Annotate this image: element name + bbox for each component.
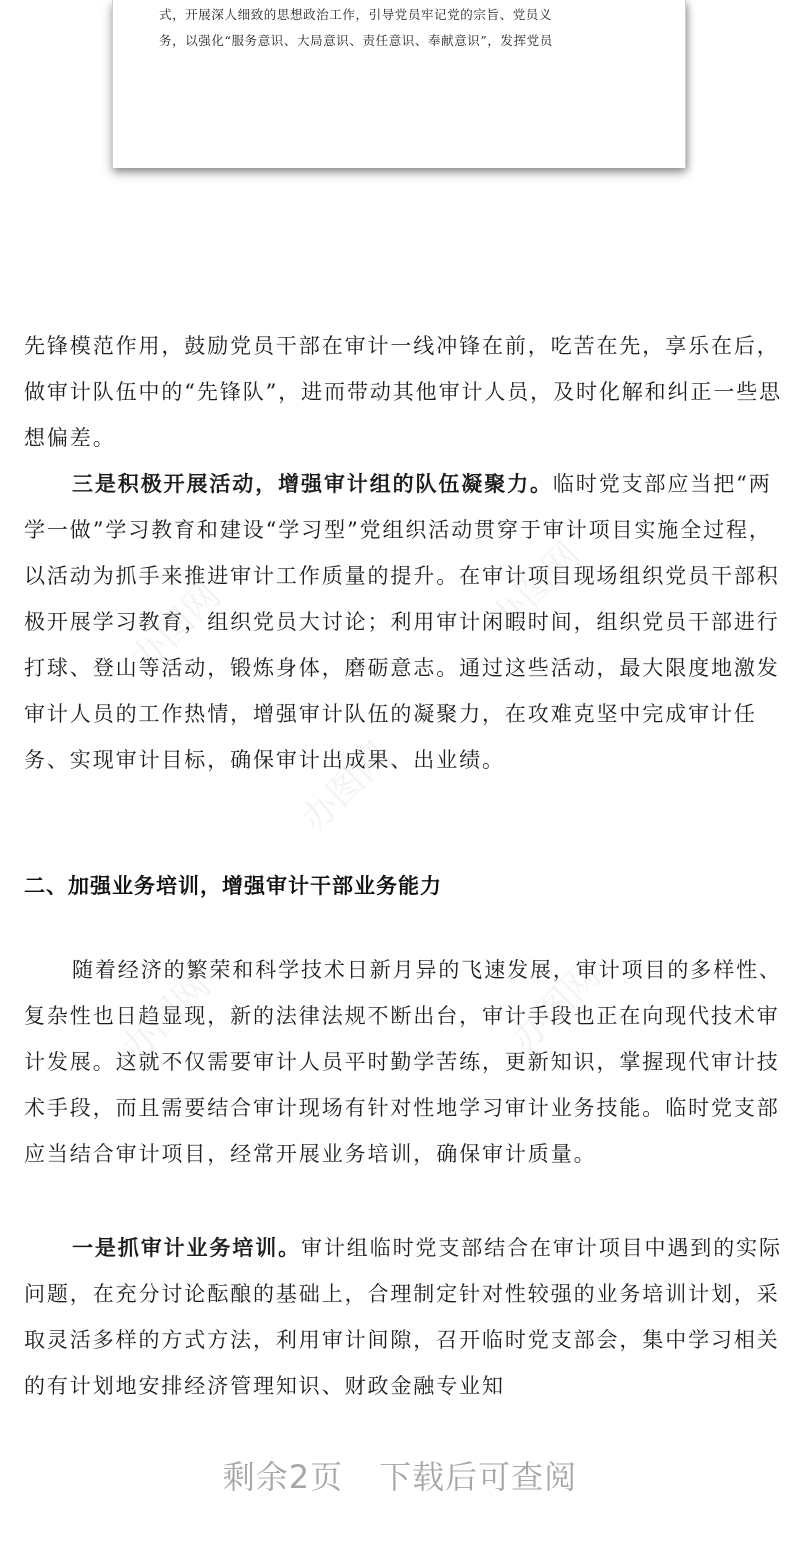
paragraph-body: 临时党支部应当把“两学一做”学习教育和建设“学习型”党组织活动贯穿于审计项目实施全过程，以活动为抓手来推进审计工作质量的提升。在审计项目现场组织党员干部积极开展学习教育，组织党员大讨论；利用审计闲暇时间，组织党员干部进行打球、登山等活动，锻炼身体，磨砺意志。通过这些活动，最大限度地激发审计人员的工作热情，增强审计队伍的凝聚力，在攻难克坚中完成审计任务、实现审计目标，确保审计出成果、出业绩。 — [24, 472, 780, 772]
paragraph-training-intro: 随着经济的繁荣和科学技术日新月异的飞速发展，审计项目的多样性、复杂性也日趋显现，新的法律法规不断出台，审计手段也正在向现代技术审计发展。这就不仅需要审计人员平时勤学苦练，更新知识，掌握现代审计技术手段，而且需要结合审计现场有针对性地学习审计业务技能。临时党支部应当结合审计项目，经常开展业务培训，确保审计质量。 — [24, 958, 782, 1166]
paragraph-training — [24, 1225, 784, 1409]
watermark: 办图网 — [503, 954, 609, 1061]
previous-page-line: 式，开展深人细致的思想政治工作，引导党员牢记党的宗旨、党员义 — [159, 7, 553, 22]
paragraph-lead: 三是积极开展活动，增强审计组的队伍凝聚力。 — [72, 471, 553, 496]
paragraph-activities — [24, 461, 784, 783]
previous-page-line: 务，以强化“服务意识、大局意识、责任意识、奉献意识”，发挥党员 — [159, 33, 553, 48]
section-heading: 二、加强业务培训，增强审计干部业务能力 — [24, 874, 442, 898]
watermark: 办图网 — [293, 734, 399, 841]
download-prompt[interactable] — [0, 1452, 800, 1498]
download-hint-label: 下载后可查阅 — [379, 1458, 578, 1496]
previous-page-preview — [112, 0, 686, 168]
remaining-pages-label: 剩余2页 — [222, 1458, 344, 1496]
paragraph-continued: 先锋模范作用，鼓励党员干部在审计一线冲锋在前，吃苦在先，享乐在后，做审计队伍中的“先锋队”，进而带动其他审计人员，及时化解和纠正一些思想偏差。 — [24, 334, 783, 450]
watermark: 办图网 — [113, 964, 219, 1071]
paragraph-body: 审计组临时党支部结合在审计项目中遇到的实际问题，在充分讨论酝酿的基础上，合理制定针对性较强的业务培训计划，采取灵活多样的方式方法，利用审计间隙，召开临时党支部会，集中学习相关的有计划地安排经济管理知识、财政金融专业知 — [24, 1236, 782, 1398]
watermark: 办图网 — [123, 574, 229, 681]
watermark: 办图网 — [483, 534, 589, 641]
paragraph-lead: 一是抓审计业务培训。 — [72, 1235, 301, 1260]
